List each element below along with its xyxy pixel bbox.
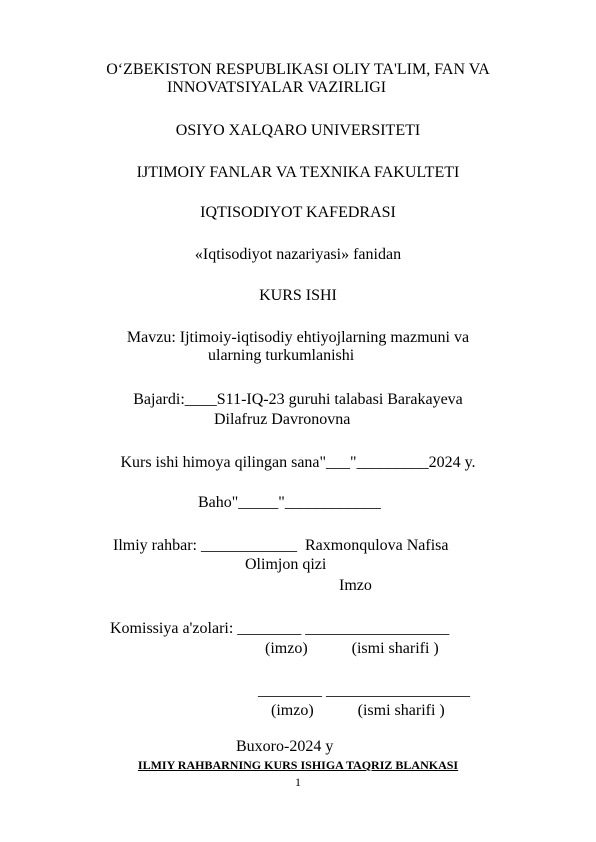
commission-line: Komissiya a'zolari: ________ __________________ bbox=[110, 620, 450, 637]
ministry-line-1: O‘ZBEKISTON RESPUBLIKASI OLIY TA'LIM, FAN VA bbox=[106, 61, 490, 78]
supervisor-line-1: Ilmiy rahbar: ____________ Raxmonqulova Nafisa bbox=[113, 537, 449, 554]
author-line-1: Bajardi:____S11-IQ-23 guruhi talabasi Barakayeva bbox=[133, 391, 463, 408]
city-year: Buxoro-2024 y bbox=[236, 738, 334, 755]
department-name: IQTISODIYOT KAFEDRASI bbox=[200, 204, 396, 221]
commission-captions-1: (imzo) (ismi sharifi ) bbox=[265, 640, 439, 657]
defense-date-line: Kurs ishi himoya qilingan sana"___"_________2024 y. bbox=[120, 454, 476, 471]
ministry-line-2: INNOVATSIYALAR VAZIRLIGI bbox=[167, 79, 387, 96]
subject-line: «Iqtisodiyot nazariyasi» fanidan bbox=[194, 246, 402, 263]
topic-line-2: ularning turkumlanishi bbox=[208, 347, 355, 364]
author-line-2: Dilafruz Davronovna bbox=[214, 411, 351, 428]
review-blank-title: ILMIY RAHBARNING KURS ISHIGA TAQRIZ BLANKASI bbox=[137, 758, 459, 772]
page-number: 1 bbox=[295, 775, 301, 789]
faculty-name: IJTIMOIY FANLAR VA TEXNIKA FAKULTETI bbox=[136, 164, 460, 181]
topic-line-1: Mavzu: Ijtimoiy-iqtisodiy ehtiyojlarning mazmuni va bbox=[126, 329, 470, 346]
commission-captions-2: (imzo) (ismi sharifi ) bbox=[271, 702, 445, 719]
document-type: KURS ISHI bbox=[259, 287, 337, 304]
grade-line: Baho"_____"____________ bbox=[198, 494, 381, 511]
commission-second-line: ________ __________________ bbox=[258, 682, 470, 699]
university-name: OSIYO XALQARO UNIVERSITETI bbox=[175, 122, 421, 139]
signature-label: Imzo bbox=[339, 577, 372, 594]
supervisor-line-2: Olimjon qizi bbox=[245, 556, 327, 573]
